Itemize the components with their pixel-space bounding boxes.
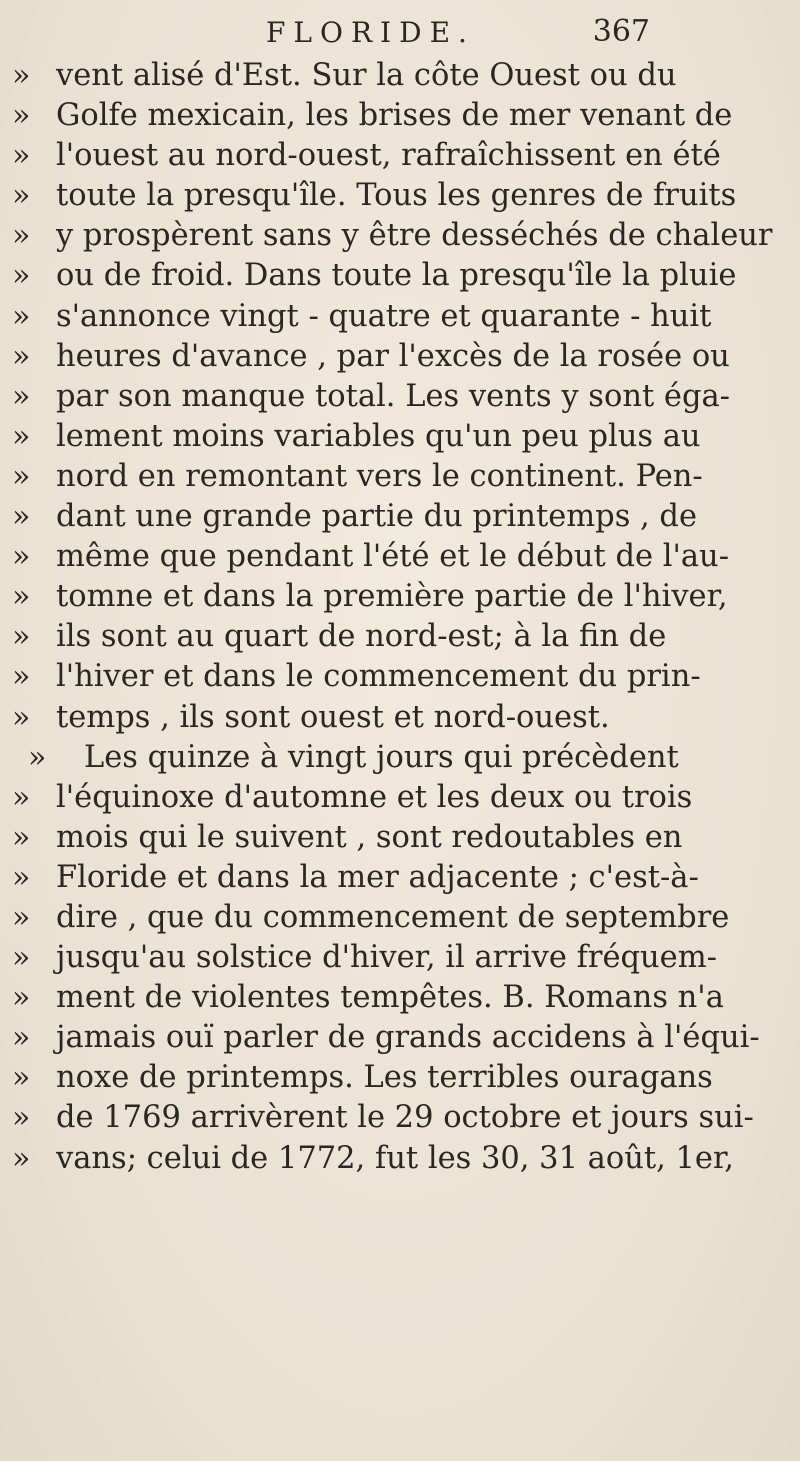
text-line bbox=[12, 537, 792, 577]
text-line bbox=[12, 417, 792, 457]
line-text: même que pendant l'été et le début de l'au- bbox=[56, 539, 729, 575]
text-line bbox=[12, 297, 792, 337]
text-line bbox=[12, 136, 792, 176]
quotation-mark: » bbox=[12, 138, 31, 174]
line-text: s'annonce vingt - quatre et quarante - huit bbox=[56, 298, 712, 334]
line-text: nord en remontant vers le continent. Pen- bbox=[56, 458, 703, 494]
line-text: jamais ouï parler de grands accidens à l'équi- bbox=[56, 1020, 760, 1056]
line-text: heures d'avance , par l'excès de la rosée ou bbox=[56, 338, 730, 374]
line-text: l'équinoxe d'automne et les deux ou trois bbox=[56, 779, 693, 815]
line-text: Floride et dans la mer adjacente ; c'est-à- bbox=[56, 859, 699, 895]
line-text: ou de froid. Dans toute la presqu'île la pluie bbox=[56, 258, 737, 294]
text-line bbox=[12, 978, 792, 1018]
quotation-mark: » bbox=[12, 1100, 31, 1136]
quotation-mark: » bbox=[12, 819, 31, 855]
text-line bbox=[12, 1018, 792, 1058]
quotation-mark: » bbox=[12, 1060, 31, 1096]
text-line bbox=[12, 738, 792, 778]
text-line bbox=[12, 176, 792, 216]
line-text: jusqu'au solstice d'hiver, il arrive fréquem- bbox=[56, 940, 717, 976]
page-number: 367 bbox=[592, 14, 650, 49]
line-text: dire , que du commencement de septembre bbox=[56, 899, 730, 935]
text-line bbox=[12, 778, 792, 818]
quotation-mark: » bbox=[12, 258, 31, 294]
text-line bbox=[12, 1058, 792, 1098]
quotation-mark: » bbox=[12, 659, 31, 695]
body-text bbox=[12, 56, 792, 1179]
text-line bbox=[12, 497, 792, 537]
quotation-mark: » bbox=[12, 98, 31, 134]
quotation-mark: » bbox=[12, 218, 31, 254]
line-text: vans; celui de 1772, fut les 30, 31 août, 1er, bbox=[56, 1140, 734, 1176]
text-line bbox=[12, 698, 792, 738]
quotation-mark: » bbox=[12, 940, 31, 976]
line-text: temps , ils sont ouest et nord-ouest. bbox=[56, 699, 610, 735]
text-line bbox=[12, 56, 792, 96]
line-text: toute la presqu'île. Tous les genres de fruits bbox=[56, 178, 737, 214]
text-line bbox=[12, 938, 792, 978]
quotation-mark: » bbox=[12, 699, 31, 735]
line-text: Golfe mexicain, les brises de mer venant de bbox=[56, 98, 733, 134]
text-line bbox=[12, 657, 792, 697]
quotation-mark: » bbox=[12, 178, 31, 214]
text-line bbox=[12, 377, 792, 417]
quotation-mark: » bbox=[12, 1140, 31, 1176]
quotation-mark: » bbox=[12, 458, 31, 494]
quotation-mark: » bbox=[12, 298, 31, 334]
line-text: y prospèrent sans y être desséchés de chaleur bbox=[56, 218, 773, 254]
line-text: tomne et dans la première partie de l'hiver, bbox=[56, 579, 728, 615]
text-line bbox=[12, 1098, 792, 1138]
text-line bbox=[12, 256, 792, 296]
text-line bbox=[12, 818, 792, 858]
quotation-mark: » bbox=[12, 338, 31, 374]
quotation-mark: » bbox=[12, 539, 31, 575]
quotation-mark: » bbox=[12, 980, 31, 1016]
line-text: noxe de printemps. Les terribles ouragans bbox=[56, 1060, 713, 1096]
quotation-mark: » bbox=[12, 619, 31, 655]
line-text: ils sont au quart de nord-est; à la fin de bbox=[56, 619, 667, 655]
text-line bbox=[12, 96, 792, 136]
text-line bbox=[12, 337, 792, 377]
quotation-mark: » bbox=[12, 499, 31, 535]
line-text: vent alisé d'Est. Sur la côte Ouest ou du bbox=[56, 58, 677, 93]
quotation-mark: » bbox=[12, 418, 31, 454]
line-text: l'hiver et dans le commencement du prin- bbox=[56, 659, 701, 695]
text-line bbox=[12, 858, 792, 898]
text-line bbox=[12, 457, 792, 497]
quotation-mark: » bbox=[12, 859, 31, 895]
line-text: mois qui le suivent , sont redoutables en bbox=[56, 819, 683, 855]
text-line bbox=[12, 617, 792, 657]
quotation-mark: » bbox=[12, 58, 31, 93]
quotation-mark: » bbox=[28, 739, 47, 775]
running-head bbox=[210, 16, 680, 52]
text-line bbox=[12, 577, 792, 617]
line-text: Les quinze à vingt jours qui précèdent bbox=[84, 739, 679, 775]
line-text: de 1769 arrivèrent le 29 octobre et jours sui- bbox=[56, 1100, 754, 1136]
quotation-mark: » bbox=[12, 779, 31, 815]
line-text: l'ouest au nord-ouest, rafraîchissent en été bbox=[56, 138, 721, 174]
text-line bbox=[12, 898, 792, 938]
quotation-mark: » bbox=[12, 579, 31, 615]
text-line bbox=[12, 1139, 792, 1179]
line-text: par son manque total. Les vents y sont éga- bbox=[56, 378, 730, 414]
quotation-mark: » bbox=[12, 378, 31, 414]
line-text: lement moins variables qu'un peu plus au bbox=[56, 418, 701, 454]
line-text: ment de violentes tempêtes. B. Romans n'a bbox=[56, 980, 724, 1016]
quotation-mark: » bbox=[12, 1020, 31, 1056]
text-line bbox=[12, 216, 792, 256]
quotation-mark: » bbox=[12, 899, 31, 935]
running-head-title: FLORIDE. bbox=[266, 16, 475, 49]
line-text: dant une grande partie du printemps , de bbox=[56, 499, 698, 535]
